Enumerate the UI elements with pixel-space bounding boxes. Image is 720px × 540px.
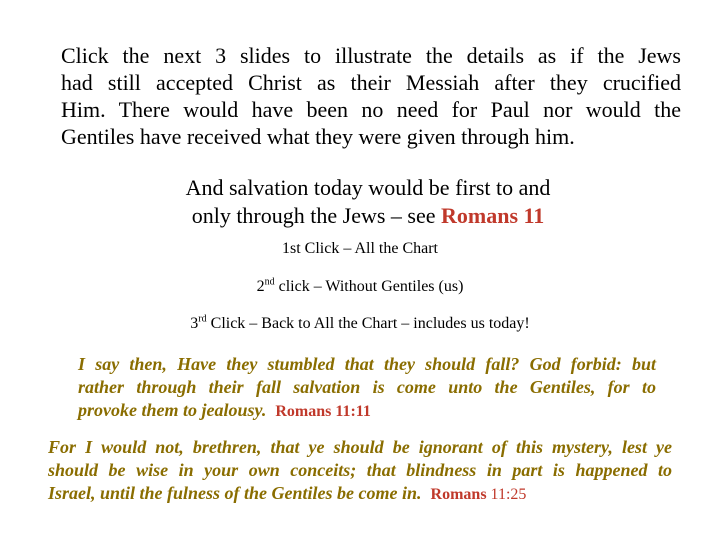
salvation-line-2 xyxy=(0,202,720,230)
scripture-quote-romans-11-11 xyxy=(78,353,656,423)
salvation-line-1: And salvation today would be first to and xyxy=(185,175,551,200)
click-2-text: click – Without Gentiles (us) xyxy=(274,278,464,295)
quote-line-text: provoke them to jealousy. xyxy=(78,400,267,420)
click-1-text: 1st Click – All the Chart xyxy=(282,240,438,257)
click-instruction-1 xyxy=(0,239,720,259)
click-instruction-3 xyxy=(0,314,720,334)
quote-line: should be wise in your own conceits; that blindness in part is happened to xyxy=(48,460,672,480)
click-2-suffix: nd xyxy=(264,276,275,288)
click-2-number: 2 xyxy=(256,278,265,295)
quote-line: rather through their fall salvation is come unto the Gentiles, for to xyxy=(78,377,656,397)
scripture-quote-romans-11-25 xyxy=(48,436,672,506)
quote-reference: Romans 11:11 xyxy=(275,403,371,420)
salvation-statement xyxy=(0,174,720,230)
quote-line: I say then, Have they stumbled that they should fall? God forbid: but xyxy=(78,354,656,374)
romans-11-reference: Romans 11 xyxy=(441,203,545,228)
quote-last-line xyxy=(78,399,656,423)
click-instruction-2 xyxy=(0,277,720,297)
quote-line-text: Israel, until the fulness of the Gentiles be come in. xyxy=(48,483,422,503)
salvation-line-2-text: only through the Jews – see xyxy=(191,203,441,228)
click-3-number: 3 xyxy=(190,315,199,332)
intro-line: had still accepted Christ as their Messiah after they crucified xyxy=(61,70,681,95)
quote-last-line xyxy=(48,482,672,506)
quote-reference-book: Romans xyxy=(430,486,487,503)
click-3-suffix: rd xyxy=(198,313,207,325)
quote-reference xyxy=(431,486,527,503)
intro-paragraph xyxy=(61,42,681,150)
click-3-text: Click – Back to All the Chart – includes us today! xyxy=(206,315,530,332)
quote-line: For I would not, brethren, that ye should be ignorant of this mystery, lest ye xyxy=(48,437,672,457)
intro-line: Him. There would have been no need for Paul nor would the xyxy=(61,97,681,122)
quote-reference-number: 11:25 xyxy=(490,486,527,503)
intro-line: Click the next 3 slides to illustrate the details as if the Jews xyxy=(61,43,681,68)
intro-line: Gentiles have received what they were given through him. xyxy=(61,124,575,149)
